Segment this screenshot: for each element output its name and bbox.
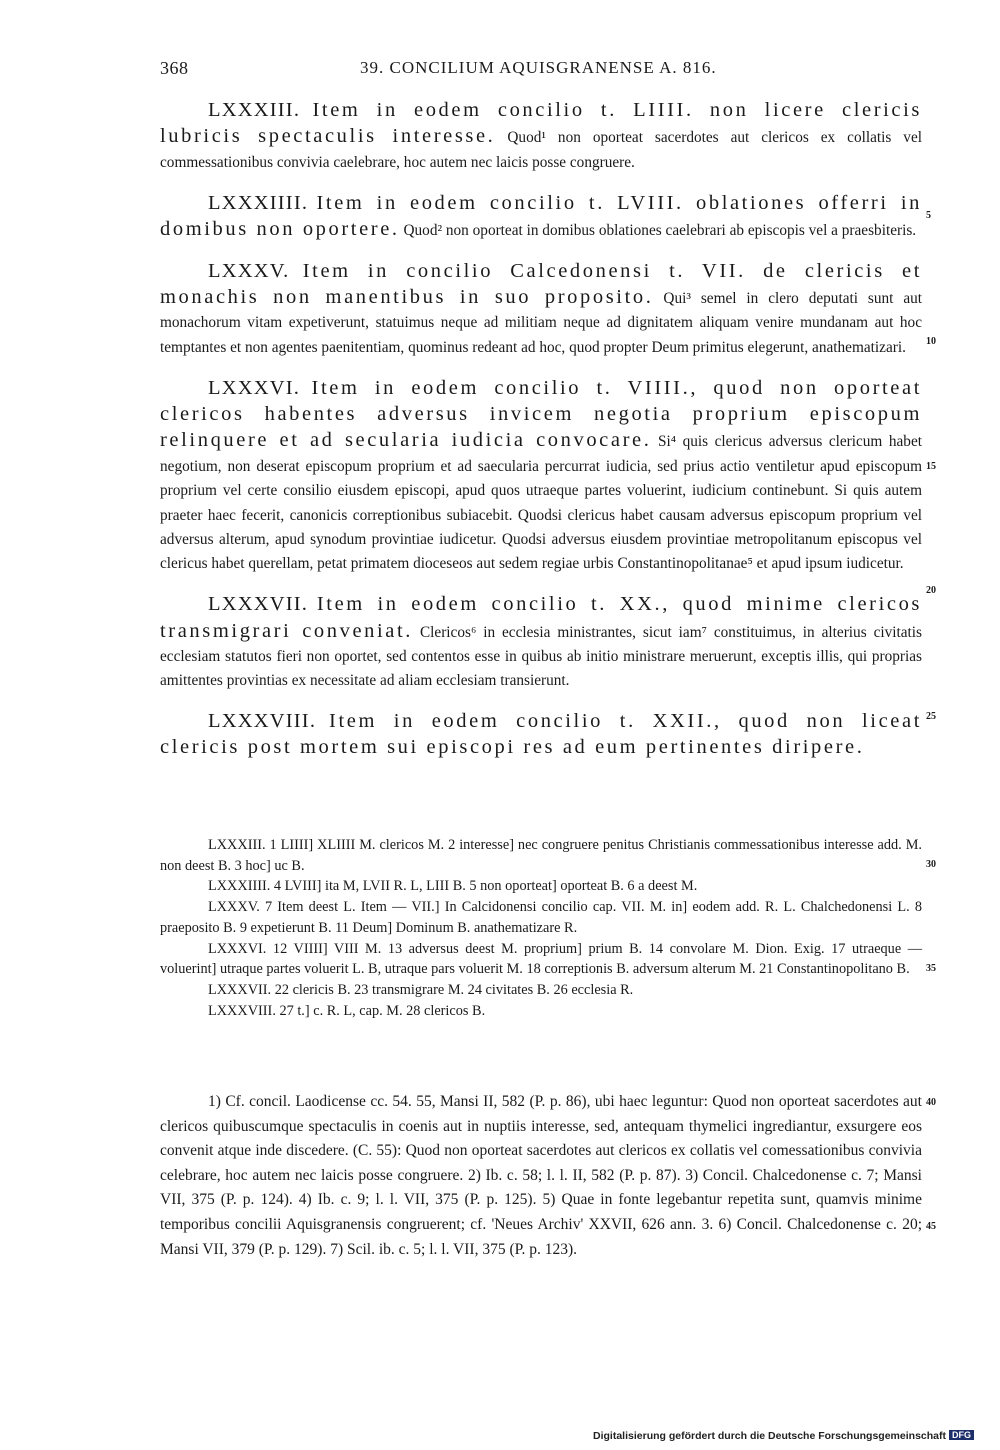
canon-title: Item in eodem concilio t. LVIII. oblationes offerri in domibus non oportere. xyxy=(160,191,922,240)
main-text xyxy=(160,98,922,768)
canon-title: Item in concilio Calcedonensi t. VII. de clericis et monachis non manentibus in suo proposito. xyxy=(160,259,922,309)
canon-number: LXXXIII. xyxy=(208,99,301,121)
apparatus-entry xyxy=(160,980,922,1001)
canon-number: LXXXVIII. xyxy=(208,710,317,733)
footnotes xyxy=(160,1090,922,1262)
canon-text: Quod² non oporteat in domibus oblationes caelebrari ab episcopis vel a praesbiteris. xyxy=(403,221,917,239)
apparatus-text: 27 t.] c. R. L, cap. M. 28 clericos B. xyxy=(279,1002,486,1019)
canon-number: LXXXVII. xyxy=(208,593,309,616)
line-number-margin xyxy=(926,0,956,1450)
dfg-logo: DFG xyxy=(949,1430,974,1440)
page-header xyxy=(160,58,922,84)
digitization-credit xyxy=(593,1430,974,1442)
canon-text: Qui³ semel in clero deputati sunt aut monachorum vitam expetiverunt, statuimus neque ad militiam neque ad dignitatem aliquam venire mundanam aut hoc temptantes et non agentes paenitentiam, quominus redeant ad hoc, quod propter Deum primitus elegerunt, anathematizari. xyxy=(160,290,923,356)
canon-title: Item in eodem concilio t. VIIII., quod non oporteat clericos habentes adversus invicem negotia proprium episcopum relinquere et ad secularia iudicia convocare. xyxy=(160,376,922,452)
line-number: 30 xyxy=(926,859,936,870)
canon-entry xyxy=(160,98,922,175)
footnotes-text: 1) Cf. concil. Laodicense cc. 54. 55, Mansi II, 582 (P. p. 86), ubi haec leguntur: Quod non oporteat sacerdotes aut clericos quibuscumque spectaculis in coenis aut in nuptiis interesse, sed, antequam thymelici ingrediantur, exsurgere eos convenit atque inde discedere. (C. 55): Quod non oporteat sacerdotes aut clericos ex collatis vel comessationibus convivia celebrare, hoc autem nec laicis posse congruere. 2) Ib. c. 58; l. l. II, 582 (P. p. 87). 3) Concil. Chalcedonense c. 7; Mansi VII, 375 (P. p. 124). 4) Ib. c. 9; l. l. VII, 375 (P. p. 125). 5) Quae in fonte legebantur repetita sunt, quamvis minime temporibus concilii Aquisgranensis congruerent; cf. 'Neues Archiv' XXVII, 626 ann. 3. 6) Concil. Chalcedonense c. 20; Mansi VII, 379 (P. p. 129). 7) Scil. ib. c. 5; l. l. VII, 375 (P. p. 123). xyxy=(160,1093,922,1258)
line-number: 45 xyxy=(926,1221,936,1232)
line-number: 15 xyxy=(926,461,936,472)
apparatus-entry xyxy=(160,835,922,876)
apparatus-entry xyxy=(160,897,922,938)
apparatus-label: LXXXVII. xyxy=(208,981,272,998)
apparatus-label: LXXXVIII. xyxy=(208,1002,276,1019)
page-number: 368 xyxy=(160,58,189,78)
credit-text: Digitalisierung gefördert durch die Deutsche Forschungsgemeinschaft xyxy=(593,1430,946,1442)
line-number: 10 xyxy=(926,336,936,347)
canon-number: LXXXV. xyxy=(208,259,290,282)
canon-entry xyxy=(160,376,922,577)
canon-text: Si⁴ quis clericus adversus clericum habet negotium, non deserat episcopum proprium et ad saecularia percurrat iudicia, sed prius actio ventiletur apud episcopum proprium vel certe consilio eiusdem episcopi, apud quos utraeque partes voluerint, iudicium continebunt. Si quis autem praeter haec fecerit, canonicis correptionibus subiacebit. Quodsi clericus habet causam adversus episcopum proprium vel adversus alterum, apud synodum provintiae iudicetur. Quodsi adversus eiusdem provintiae metropolitanum episcopus vel clericus habet querellam, petat primatem dioceseos aut sedem regiae urbis Constantinopolitanae⁵ et apud ipsum iudicetur. xyxy=(160,433,922,573)
apparatus-entry xyxy=(160,1001,922,1022)
line-number: 5 xyxy=(926,210,931,221)
canon-number: LXXXIIII. xyxy=(208,191,309,214)
apparatus-entry xyxy=(160,876,922,897)
canon-text: Clericos⁶ in ecclesia ministrantes, sicut iam⁷ constituimus, in alterius civitatis ecclesiam statutos fieri non oportet, sed contentos esse in quibus ab initio ministrare meruerunt, exceptis illis, qui proprias amittentes provintias ex necessitate ad aliam ecclesiam transierunt. xyxy=(160,623,923,690)
line-number: 35 xyxy=(926,963,936,974)
canon-title: Item in eodem concilio t. LIIII. non licere clericis lubricis spectaculis interesse. xyxy=(160,99,923,148)
canon-entry xyxy=(160,259,922,361)
apparatus-label: LXXXV. xyxy=(208,899,260,916)
apparatus-label: LXXXIII. xyxy=(208,837,266,853)
critical-apparatus xyxy=(160,835,922,1021)
apparatus-text: 4 LVIII] ita M, LVII R. L, LIII B. 5 non oporteat] oporteat B. 6 a deest M. xyxy=(273,878,698,895)
apparatus-text: 22 clericis B. 23 transmigrare M. 24 civitates B. 26 ecclesia R. xyxy=(274,981,634,998)
line-number: 25 xyxy=(926,711,936,722)
apparatus-text: 12 VIIII] VIII M. 13 adversus deest M. proprium] prium B. 14 convolare M. Dion. Exig. 17 utraeque — voluerint] utraque partes voluerit L. B, utraque pars voluerit M. 18 correptionis B. adversum alterum M. 21 Constantinopolitano B. xyxy=(160,940,923,978)
apparatus-entry xyxy=(160,939,922,980)
apparatus-label: LXXXVI. xyxy=(208,940,267,957)
canon-number: LXXXVI. xyxy=(208,376,301,399)
canon-title: Item in eodem concilio t. XXII., quod non liceat clericis post mortem sui episcopi res ad eum pertinentes diripere. xyxy=(160,710,922,759)
apparatus-text: 7 Item deest L. Item — VII.] In Calcidonensi concilio cap. VII. M. in] eodem add. R. L. Chalchedonensi L. 8 praeposito B. 9 expetierunt B. 11 Deum] Dominum B. anathematizare R. xyxy=(160,899,922,936)
line-number: 20 xyxy=(926,585,936,596)
canon-title: Item in eodem concilio t. XX., quod minime clericos transmigrari conveniat. xyxy=(160,593,923,642)
running-head: 39. CONCILIUM AQUISGRANENSE A. 816. xyxy=(360,58,717,77)
canon-text: Quod¹ non oporteat sacerdotes aut clericos ex collatis vel commessationibus convivia caelebrare, hoc autem nec laicis posse congruere. xyxy=(160,129,922,171)
canon-entry xyxy=(160,191,922,244)
line-number: 40 xyxy=(926,1097,936,1108)
apparatus-label: LXXXIIII. xyxy=(208,878,271,895)
canon-entry xyxy=(160,709,922,762)
canon-entry xyxy=(160,592,922,694)
apparatus-text: 1 LIIII] XLIIII M. clericos M. 2 interesse] nec congruere penitus Christianis commessationibus interesse add. M. non deest B. 3 hoc] uc B. xyxy=(160,837,922,874)
